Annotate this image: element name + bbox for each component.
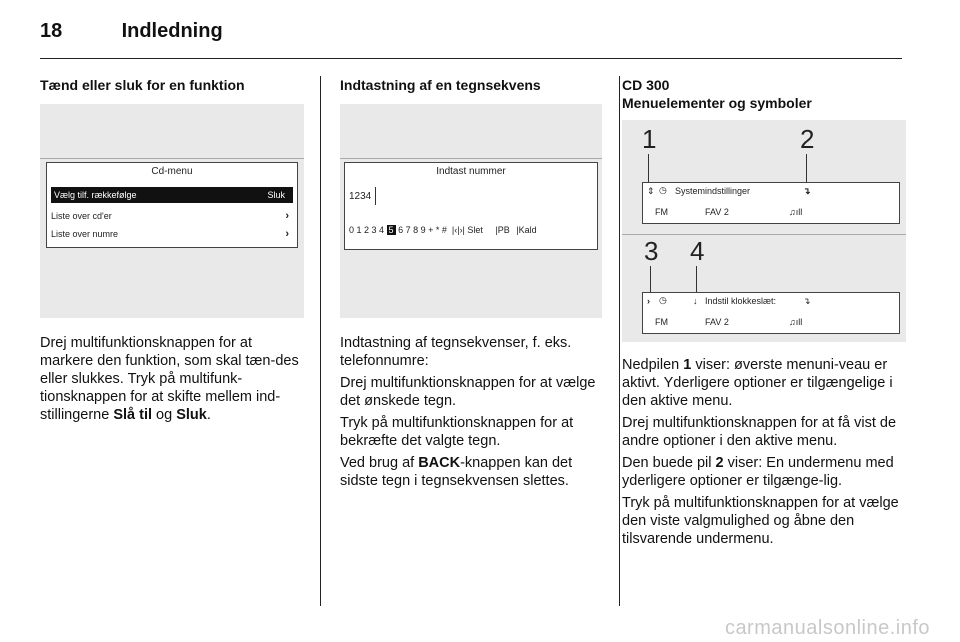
pb-label: PB bbox=[497, 225, 510, 235]
column-3 bbox=[622, 76, 906, 552]
divider: | bbox=[516, 225, 519, 235]
cd-menu-screen bbox=[46, 162, 298, 248]
callout-3: 3 bbox=[644, 236, 659, 266]
figure-guide-line bbox=[622, 234, 906, 235]
bold-term: 2 bbox=[715, 455, 724, 471]
delete-label: Slet bbox=[467, 225, 483, 235]
right-arrow-icon: › bbox=[647, 296, 650, 306]
body-text: Tryk på multifunktionsknappen for at vælge den viste valgmulighed og åbne den tilsvarende undermenu. bbox=[622, 495, 899, 547]
screen-title: Indtast nummer bbox=[436, 166, 506, 177]
clock-icon: ◷ bbox=[659, 185, 667, 195]
figure-guide-line bbox=[40, 158, 304, 159]
body-text bbox=[622, 356, 906, 410]
column-divider-1 bbox=[320, 76, 321, 606]
menu-row-label: Liste over cd'er bbox=[51, 211, 112, 221]
callout-line bbox=[696, 266, 697, 292]
divider: | bbox=[495, 225, 498, 235]
text-run: -knappen kan det sidste tegn i tegnsekvensen slettes. bbox=[340, 455, 573, 489]
body-text: Drej multifunktionsknappen for at få vist de andre optioner i den aktive menu. bbox=[622, 415, 897, 449]
section-subheading: Menuelementer og symboler bbox=[622, 95, 812, 111]
menu-row bbox=[51, 209, 293, 223]
column-1 bbox=[40, 76, 304, 428]
section-heading: Indtastning af en tegnsekvens bbox=[340, 77, 541, 93]
number-entry-figure bbox=[340, 104, 602, 318]
call-label: Kald bbox=[518, 225, 537, 235]
system-settings-screen bbox=[642, 182, 900, 224]
menu-row-label: Vælg tilf. rækkefølge bbox=[54, 190, 137, 200]
section-heading: CD 300 bbox=[622, 77, 670, 93]
text-run: Den buede pil bbox=[622, 455, 716, 471]
char-list: 6 7 8 9 + * # bbox=[398, 225, 447, 235]
signal-icon: ♫ıll bbox=[789, 207, 803, 217]
set-time-screen bbox=[642, 292, 900, 334]
submenu-arrow-icon: ↴ bbox=[803, 296, 811, 306]
char-row bbox=[349, 225, 537, 235]
screen-title: Systemindstillinger bbox=[675, 186, 751, 196]
cursor bbox=[375, 187, 376, 205]
body-text: Tryk på multifunktionsknappen for at bekræfte det valgte tegn. bbox=[340, 415, 574, 449]
screen-title: Cd-menu bbox=[151, 166, 193, 177]
figure-guide-line bbox=[340, 158, 602, 159]
preset-label: FAV 2 bbox=[705, 317, 729, 327]
text-run: Nedpilen bbox=[622, 357, 684, 373]
down-arrow-icon: ↓ bbox=[693, 296, 698, 306]
column-divider-2 bbox=[619, 76, 620, 606]
clock-icon: ◷ bbox=[659, 295, 667, 305]
char-list: 0 1 2 3 4 bbox=[349, 225, 385, 235]
text-run: og bbox=[152, 407, 177, 423]
column-2 bbox=[340, 76, 602, 494]
band-label: FM bbox=[655, 317, 668, 327]
text-run: . bbox=[206, 407, 211, 423]
watermark: carmanualsonline.info bbox=[724, 617, 930, 639]
menu-symbols-figure bbox=[622, 120, 906, 342]
text-run: viser: En undermenu med yderligere optioner er tilgænge-lig. bbox=[622, 455, 894, 489]
page-title: Indledning bbox=[121, 20, 223, 42]
body-text: Drej multifunktionsknappen for at vælge det ønskede tegn. bbox=[340, 375, 596, 409]
header-rule bbox=[40, 58, 902, 59]
menu-row bbox=[51, 227, 293, 241]
bold-term: Slå til bbox=[113, 407, 153, 423]
bold-term: Sluk bbox=[176, 407, 207, 423]
callout-2: 2 bbox=[800, 124, 815, 154]
body-text bbox=[340, 454, 602, 490]
callout-4: 4 bbox=[690, 236, 705, 266]
callout-1: 1 bbox=[642, 124, 657, 154]
text-run: Ved brug af bbox=[340, 455, 419, 471]
signal-icon: ♫ıll bbox=[789, 317, 803, 327]
screen-title: Indstil klokkeslæt: bbox=[705, 296, 777, 306]
callout-line bbox=[648, 154, 649, 182]
page-number: 18 bbox=[40, 20, 63, 42]
chevron-right-icon: › bbox=[285, 210, 289, 222]
text-run: viser: øverste menuni-veau er aktivt. Yderligere optioner er tilgængelige i den aktive menu. bbox=[622, 357, 893, 409]
menu-row-value: Sluk bbox=[267, 190, 285, 200]
chevron-right-icon: › bbox=[285, 228, 289, 240]
bold-term: BACK bbox=[418, 455, 461, 471]
arrow-left-icon: |‹|›| bbox=[449, 225, 465, 235]
callout-line bbox=[650, 266, 651, 292]
down-arrow-icon: ⇕ bbox=[647, 186, 655, 196]
entry-field: 1234 bbox=[349, 191, 372, 202]
page-header bbox=[40, 20, 223, 43]
callout-line bbox=[806, 154, 807, 182]
body-text bbox=[40, 334, 304, 424]
number-entry-screen bbox=[344, 162, 598, 250]
text-run: Drej multifunktionsknappen for at markere den funktion, som skal tæn-des eller slukkes. Tryk på multifunk-tionsknappen for at skifte mellem ind-stillingerne bbox=[40, 335, 299, 423]
band-label: FM bbox=[655, 207, 668, 217]
cd-menu-figure bbox=[40, 104, 304, 318]
submenu-arrow-icon: ↴ bbox=[803, 186, 811, 196]
menu-row-selected bbox=[51, 187, 293, 203]
menu-row-label: Liste over numre bbox=[51, 229, 119, 239]
preset-label: FAV 2 bbox=[705, 207, 729, 217]
body-text bbox=[622, 454, 906, 490]
body-text: Indtastning af tegnsekvenser, f. eks. telefonnumre: bbox=[340, 335, 572, 369]
bold-term: 1 bbox=[683, 357, 692, 373]
section-heading: Tænd eller sluk for en funktion bbox=[40, 77, 245, 93]
selected-char: 5 bbox=[388, 225, 394, 235]
